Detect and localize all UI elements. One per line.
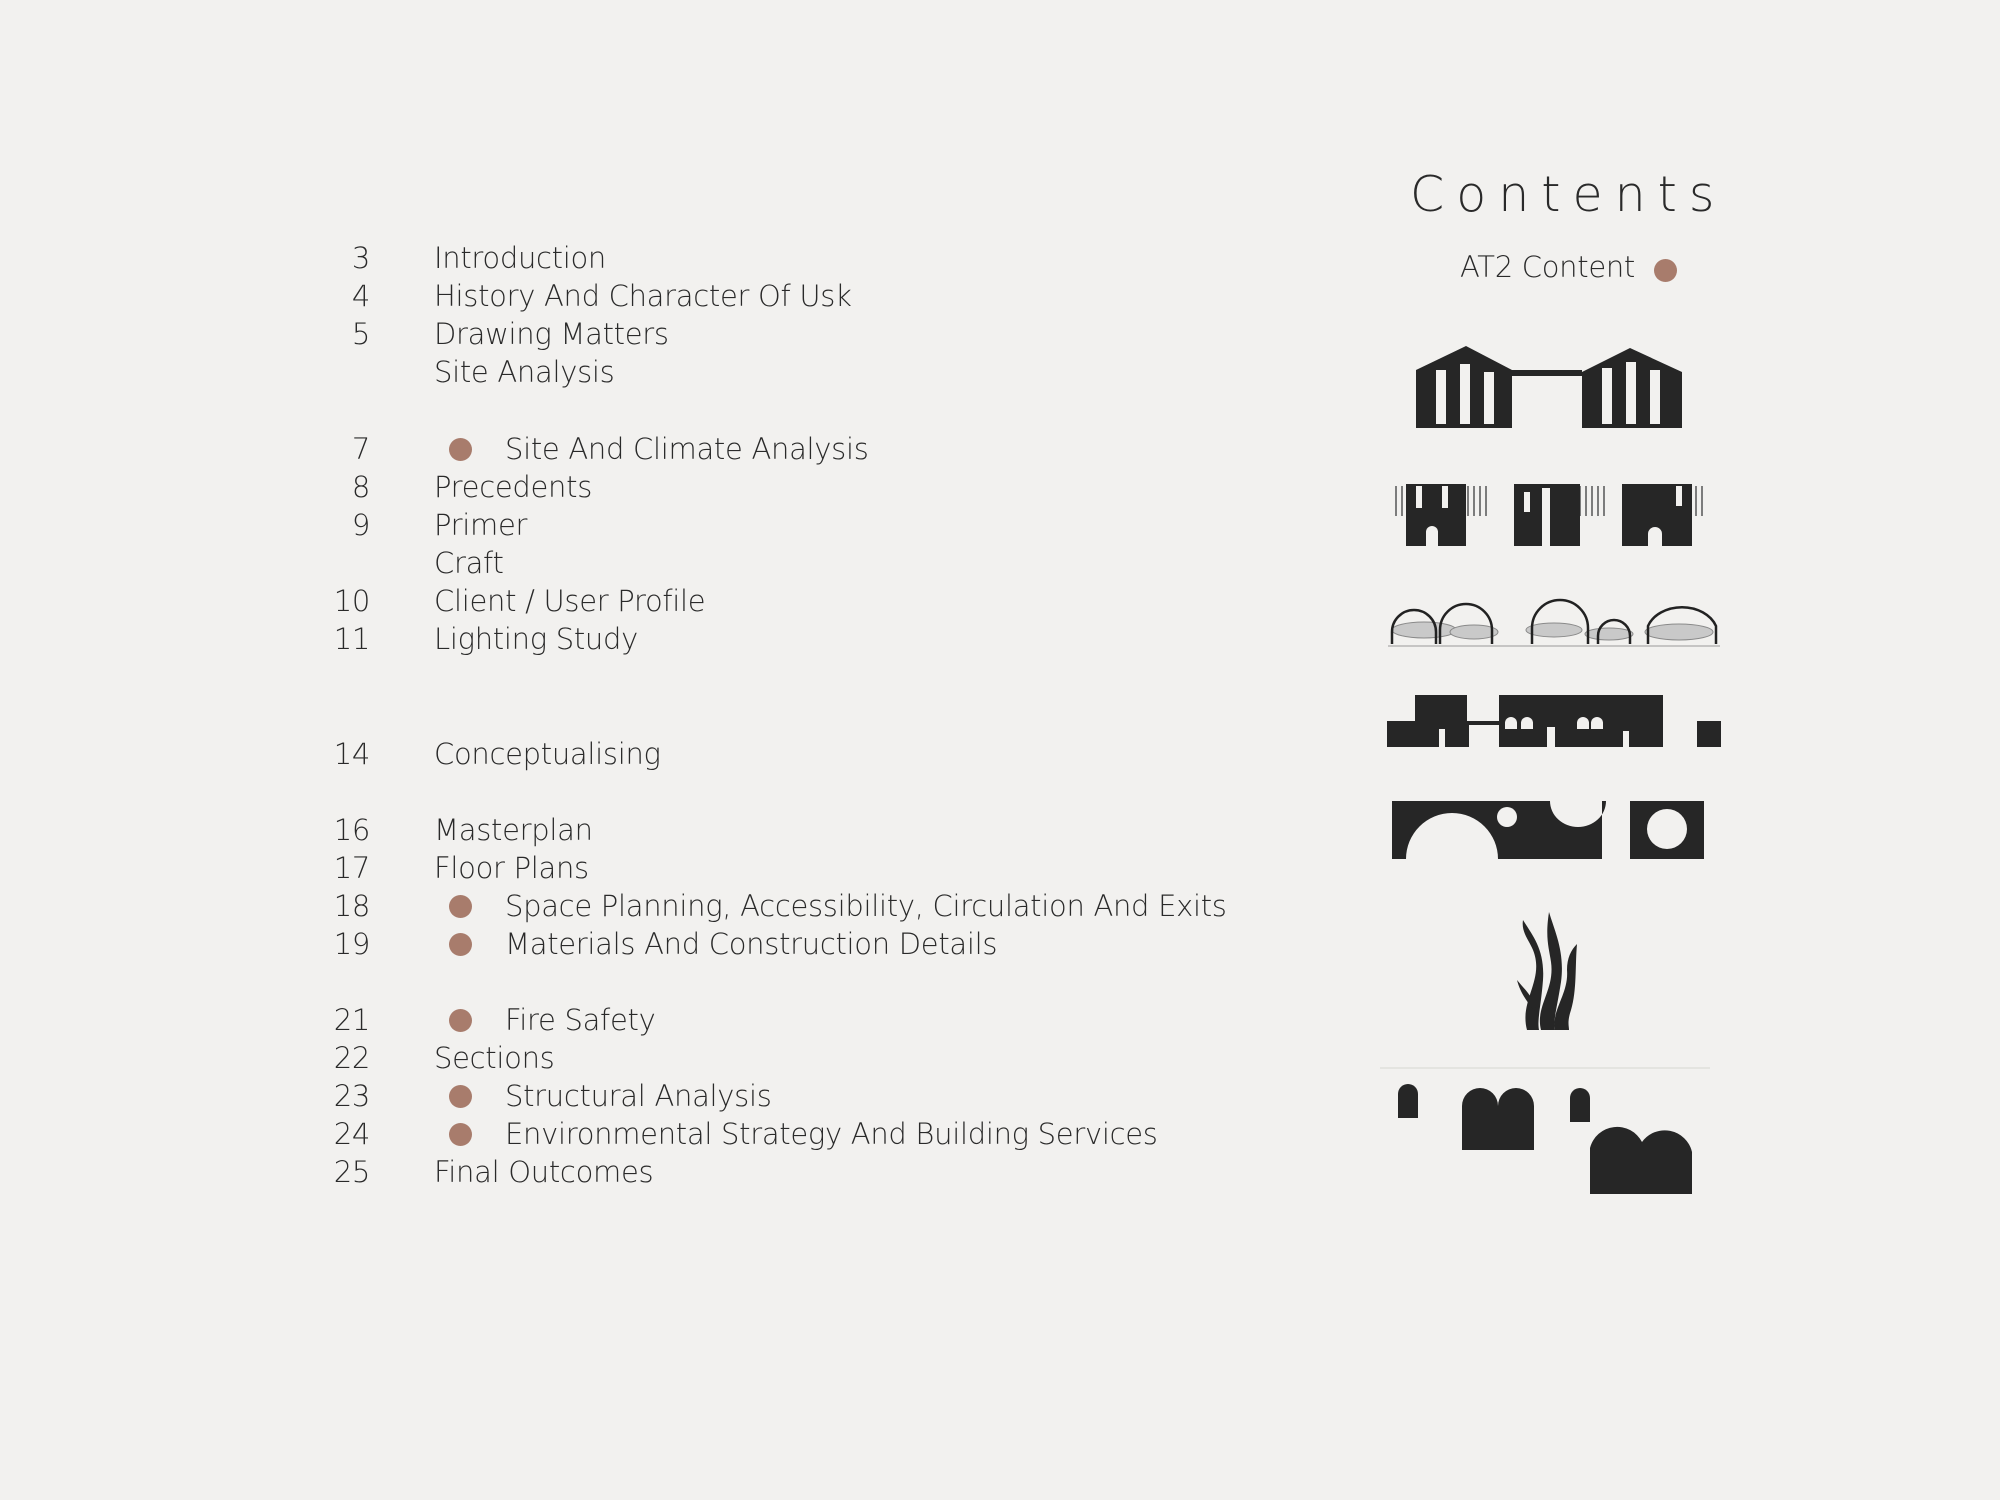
toc-page-number: 24 bbox=[333, 1117, 370, 1151]
toc-row[interactable] bbox=[0, 849, 1300, 887]
toc-row[interactable] bbox=[0, 506, 1300, 544]
toc-row[interactable] bbox=[0, 620, 1300, 658]
toc-row[interactable] bbox=[0, 735, 1300, 773]
toc-title: Site Analysis bbox=[434, 355, 615, 389]
toc-page-number: 17 bbox=[333, 851, 370, 885]
toc-title: Conceptualising bbox=[434, 737, 661, 771]
toc-page-number: 19 bbox=[333, 927, 370, 961]
toc-page-number: 5 bbox=[351, 317, 370, 351]
toc-title: Craft bbox=[434, 546, 504, 580]
toc-row[interactable] bbox=[0, 277, 1300, 315]
toc-page-number: 7 bbox=[351, 432, 370, 466]
toc-row[interactable] bbox=[0, 582, 1300, 620]
toc-row[interactable] bbox=[0, 887, 1300, 925]
toc-row[interactable] bbox=[0, 1115, 1300, 1153]
toc-page-number: 22 bbox=[333, 1041, 370, 1075]
at2-marker-icon bbox=[449, 1123, 472, 1146]
legend-dot-icon bbox=[1654, 259, 1677, 282]
toc-title: Floor Plans bbox=[434, 851, 589, 885]
toc-title: Site And Climate Analysis bbox=[505, 432, 869, 466]
toc-row[interactable] bbox=[0, 1153, 1300, 1191]
arch-domes-sketch-icon bbox=[1384, 592, 1724, 652]
toc-page-number: 16 bbox=[333, 813, 370, 847]
toc-title: Drawing Matters bbox=[434, 317, 669, 351]
toc-title: Masterplan bbox=[434, 813, 593, 847]
toc-title: Lighting Study bbox=[434, 622, 638, 656]
toc-row[interactable] bbox=[0, 468, 1300, 506]
toc-row[interactable] bbox=[0, 353, 1300, 391]
toc-row[interactable] bbox=[0, 1077, 1300, 1115]
toc-title: Materials And Construction Details bbox=[505, 927, 998, 961]
toc-page-number: 8 bbox=[351, 470, 370, 504]
legend-label: AT2 Content bbox=[1460, 250, 1636, 284]
toc-row[interactable] bbox=[0, 239, 1300, 277]
at2-marker-icon bbox=[449, 933, 472, 956]
at2-marker-icon bbox=[449, 895, 472, 918]
arched-facade-elevation-icon bbox=[1390, 478, 1710, 548]
toc-page-number: 25 bbox=[333, 1155, 370, 1189]
circle-cutout-blocks-icon bbox=[1390, 797, 1706, 863]
toc-row[interactable] bbox=[0, 1039, 1300, 1077]
toc-row[interactable] bbox=[0, 430, 1300, 468]
toc-page-number: 14 bbox=[333, 737, 370, 771]
toc-page-number: 11 bbox=[333, 622, 370, 656]
toc-page-number: 10 bbox=[333, 584, 370, 618]
at2-marker-icon bbox=[449, 1009, 472, 1032]
toc-title: Precedents bbox=[434, 470, 593, 504]
toc-title: Client / User Profile bbox=[434, 584, 706, 618]
toc-title: Fire Safety bbox=[505, 1003, 656, 1037]
toc-row[interactable] bbox=[0, 811, 1300, 849]
toc-row[interactable] bbox=[0, 1001, 1300, 1039]
toc-title: Introduction bbox=[434, 241, 607, 275]
toc-page-number: 21 bbox=[333, 1003, 370, 1037]
at2-marker-icon bbox=[449, 1085, 472, 1108]
toc-title: Space Planning, Accessibility, Circulation And Exits bbox=[505, 889, 1227, 923]
toc-title: Final Outcomes bbox=[434, 1155, 654, 1189]
toc-page-number: 18 bbox=[333, 889, 370, 923]
toc-title: Primer bbox=[434, 508, 528, 542]
at2-marker-icon bbox=[449, 438, 472, 461]
stepped-building-elevation-icon bbox=[1387, 693, 1721, 749]
toc-page-number: 9 bbox=[351, 508, 370, 542]
toc-title: Sections bbox=[434, 1041, 555, 1075]
toc-row[interactable] bbox=[0, 544, 1300, 582]
flame-sculpture-icon bbox=[1515, 910, 1579, 1034]
striped-gabled-buildings-icon bbox=[1412, 340, 1687, 436]
toc-title: History And Character Of Usk bbox=[434, 279, 852, 313]
toc-page-number: 4 bbox=[351, 279, 370, 313]
page-title: Contents bbox=[1410, 166, 1727, 223]
toc-row[interactable] bbox=[0, 925, 1300, 963]
toc-title: Structural Analysis bbox=[505, 1079, 772, 1113]
toc-page-number: 3 bbox=[351, 241, 370, 275]
toc-title: Environmental Strategy And Building Services bbox=[505, 1117, 1158, 1151]
toc-row[interactable] bbox=[0, 315, 1300, 353]
toc-page-number: 23 bbox=[333, 1079, 370, 1113]
arch-doorways-icon bbox=[1380, 1066, 1714, 1198]
